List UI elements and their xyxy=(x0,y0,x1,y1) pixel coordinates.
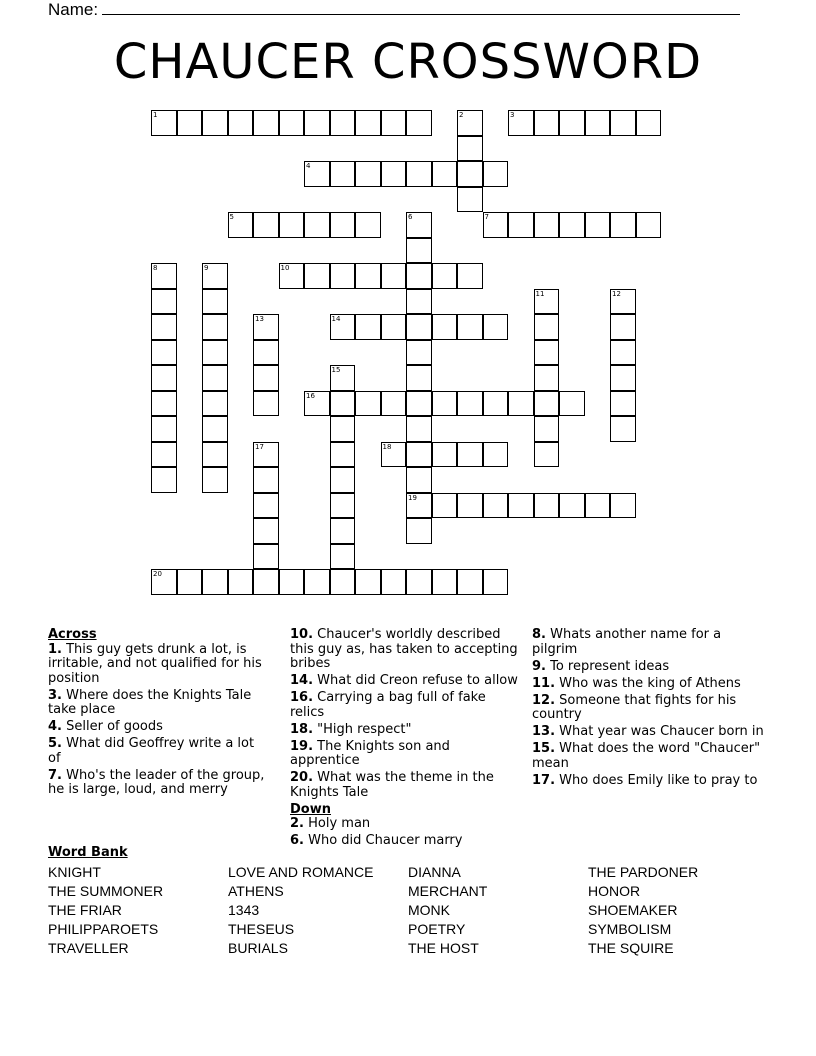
word-bank-word: MONK xyxy=(408,902,450,918)
clue-text: "High respect" xyxy=(313,721,412,737)
grid-cell[interactable] xyxy=(457,442,483,468)
clue-item xyxy=(48,689,270,718)
clue-num: 18. xyxy=(290,721,314,737)
grid-cell[interactable] xyxy=(304,391,330,417)
grid-cell[interactable] xyxy=(253,569,279,595)
grid-cell[interactable] xyxy=(534,110,560,136)
grid-cell[interactable] xyxy=(151,416,177,442)
page-title: CHAUCER CROSSWORD xyxy=(113,34,703,90)
clue-text: Who did Chaucer marry xyxy=(303,833,463,848)
grid-cell[interactable] xyxy=(585,493,611,519)
grid-cell[interactable] xyxy=(381,391,407,417)
grid-cell[interactable] xyxy=(151,110,177,136)
clue-number: 7 xyxy=(484,213,489,221)
grid-cell[interactable] xyxy=(534,314,560,340)
clue-text: Holy man xyxy=(303,816,371,831)
word-bank-word: SHOEMAKER xyxy=(588,902,678,918)
grid-cell[interactable] xyxy=(151,569,177,595)
grid-cell[interactable] xyxy=(355,110,381,136)
clue-num: 7. xyxy=(48,767,62,783)
clue-num: 15. xyxy=(532,741,556,756)
grid-cell[interactable] xyxy=(253,518,279,544)
clue-text: The Knights son and apprentice xyxy=(290,738,450,768)
grid-cell[interactable] xyxy=(406,467,432,493)
grid-cell[interactable] xyxy=(406,569,432,595)
grid-cell[interactable] xyxy=(483,314,509,340)
name-label: Name: xyxy=(48,0,99,19)
clue-num: 8. xyxy=(532,627,546,642)
grid-cell[interactable] xyxy=(177,110,203,136)
grid-cell[interactable] xyxy=(406,289,432,315)
grid-cell[interactable] xyxy=(202,467,228,493)
grid-cell[interactable] xyxy=(534,212,560,238)
grid-cell[interactable] xyxy=(406,365,432,391)
grid-cell[interactable] xyxy=(228,110,254,136)
grid-cell[interactable] xyxy=(483,569,509,595)
word-bank-word: BURIALS xyxy=(228,940,288,956)
clue-number: 12 xyxy=(612,289,621,298)
grid-cell[interactable] xyxy=(253,391,279,417)
grid-cell[interactable] xyxy=(559,110,585,136)
grid-cell[interactable] xyxy=(330,416,356,442)
grid-cell[interactable] xyxy=(253,314,279,340)
grid-cell[interactable] xyxy=(355,263,381,289)
grid-cell[interactable] xyxy=(253,544,279,570)
grid-cell[interactable] xyxy=(253,340,279,366)
clue-number: 11 xyxy=(535,289,545,298)
clue-number: 5 xyxy=(229,213,234,221)
grid-cell[interactable] xyxy=(279,212,305,238)
grid-cell[interactable] xyxy=(610,289,636,315)
word-bank-word: LOVE AND ROMANCE xyxy=(228,864,374,880)
clue-item xyxy=(532,660,764,675)
clue-number: 2 xyxy=(459,111,464,119)
word-bank-column xyxy=(48,863,163,958)
grid-cell[interactable] xyxy=(202,391,228,417)
grid-cell[interactable] xyxy=(406,110,432,136)
clue-text: Where does the Knights Tale take place xyxy=(48,687,252,717)
clue-item xyxy=(48,643,270,687)
grid-cell[interactable] xyxy=(279,110,305,136)
grid-cell[interactable] xyxy=(457,161,483,187)
down-header: Down xyxy=(290,801,331,817)
grid-cell[interactable] xyxy=(610,416,636,442)
grid-cell[interactable] xyxy=(534,416,560,442)
grid-cell[interactable] xyxy=(381,442,407,468)
grid-cell[interactable] xyxy=(228,569,254,595)
clue-num: 12. xyxy=(532,692,556,708)
grid-cell[interactable] xyxy=(151,289,177,315)
clue-num: 10. xyxy=(290,627,314,642)
clue-num: 13. xyxy=(532,724,556,739)
grid-cell[interactable] xyxy=(559,493,585,519)
grid-cell[interactable] xyxy=(585,110,611,136)
grid-cell[interactable] xyxy=(534,442,560,468)
grid-cell[interactable] xyxy=(432,493,458,519)
clue-text: What did Geoffrey write a lot of xyxy=(48,736,255,766)
grid-cell[interactable] xyxy=(457,569,483,595)
grid-cell[interactable] xyxy=(406,340,432,366)
grid-cell[interactable] xyxy=(406,391,432,417)
grid-cell[interactable] xyxy=(406,493,432,519)
clue-num: 14. xyxy=(290,673,314,688)
grid-cell[interactable] xyxy=(534,289,560,315)
clue-item xyxy=(48,720,270,735)
grid-cell[interactable] xyxy=(304,212,330,238)
grid-cell[interactable] xyxy=(202,340,228,366)
grid-cell[interactable] xyxy=(253,365,279,391)
clue-text: Who was the king of Athens xyxy=(555,675,741,691)
grid-cell[interactable] xyxy=(406,416,432,442)
grid-cell[interactable] xyxy=(330,365,356,391)
grid-cell[interactable] xyxy=(202,263,228,289)
grid-cell[interactable] xyxy=(202,442,228,468)
clue-num: 16. xyxy=(290,690,314,705)
grid-cell[interactable] xyxy=(483,442,509,468)
grid-cell[interactable] xyxy=(559,212,585,238)
clue-item xyxy=(48,737,270,766)
clue-number: 9 xyxy=(204,264,209,272)
clue-text: What year was Chaucer born in xyxy=(555,724,764,739)
word-bank-word: THE HOST xyxy=(408,940,479,956)
grid-cell[interactable] xyxy=(610,314,636,340)
grid-cell[interactable] xyxy=(355,569,381,595)
grid-cell[interactable] xyxy=(457,493,483,519)
grid-cell[interactable] xyxy=(585,212,611,238)
clue-number: 10 xyxy=(280,264,290,272)
grid-cell[interactable] xyxy=(202,365,228,391)
grid-cell[interactable] xyxy=(330,442,356,468)
clue-number: 1 xyxy=(153,111,158,119)
word-bank-word: ATHENS xyxy=(228,883,284,899)
clue-text: This guy gets drunk a lot, is irritable, and not qualified for his position xyxy=(48,641,262,686)
word-bank-column xyxy=(588,863,698,958)
grid-cell[interactable] xyxy=(228,212,254,238)
clue-number: 16 xyxy=(306,391,315,400)
word-bank-word: TRAVELLER xyxy=(48,940,129,956)
grid-cell[interactable] xyxy=(559,391,585,417)
grid-cell[interactable] xyxy=(330,544,356,570)
clue-number: 4 xyxy=(306,162,311,170)
word-bank-word: THESEUS xyxy=(228,921,295,937)
grid-cell[interactable] xyxy=(355,212,381,238)
clue-num: 5. xyxy=(48,736,62,751)
grid-cell[interactable] xyxy=(610,365,636,391)
grid-cell[interactable] xyxy=(330,518,356,544)
grid-cell[interactable] xyxy=(381,161,407,187)
word-bank-column xyxy=(228,863,373,958)
word-bank-word: DIANNA xyxy=(408,864,461,880)
clue-number: 8 xyxy=(153,264,158,272)
grid-cell[interactable] xyxy=(457,314,483,340)
clue-item xyxy=(532,742,764,771)
grid-cell[interactable] xyxy=(406,442,432,468)
grid-cell[interactable] xyxy=(330,110,356,136)
clue-number: 17 xyxy=(255,442,264,451)
word-bank-word: KNIGHT xyxy=(48,864,101,880)
clue-num: 19. xyxy=(290,738,314,754)
clue-text: What was the theme in the Knights Tale xyxy=(290,770,494,800)
word-bank-word: PHILIPPAROETS xyxy=(48,921,159,937)
clue-item xyxy=(532,628,764,657)
clue-num: 6. xyxy=(290,833,304,848)
grid-cell[interactable] xyxy=(483,391,509,417)
clues-column-1 xyxy=(48,628,270,800)
grid-cell[interactable] xyxy=(279,569,305,595)
grid-cell[interactable] xyxy=(202,416,228,442)
grid-cell[interactable] xyxy=(151,314,177,340)
clue-item xyxy=(532,774,764,789)
grid-cell[interactable] xyxy=(253,110,279,136)
grid-cell[interactable] xyxy=(330,212,356,238)
grid-cell[interactable] xyxy=(406,263,432,289)
grid-cell[interactable] xyxy=(202,569,228,595)
grid-cell[interactable] xyxy=(406,161,432,187)
clue-num: 17. xyxy=(532,772,556,788)
grid-cell[interactable] xyxy=(151,467,177,493)
grid-cell[interactable] xyxy=(610,340,636,366)
clue-item xyxy=(290,691,518,720)
clue-num: 2. xyxy=(290,816,304,831)
clues-column-2 xyxy=(290,628,518,851)
clue-num: 3. xyxy=(48,687,62,703)
grid-cell[interactable] xyxy=(177,569,203,595)
grid-cell[interactable] xyxy=(432,442,458,468)
grid-cell[interactable] xyxy=(406,314,432,340)
grid-cell[interactable] xyxy=(330,467,356,493)
clue-item xyxy=(290,628,518,672)
grid-cell[interactable] xyxy=(202,110,228,136)
grid-cell[interactable] xyxy=(610,493,636,519)
word-bank-word: SYMBOLISM xyxy=(588,921,672,937)
grid-cell[interactable] xyxy=(636,212,662,238)
grid-cell[interactable] xyxy=(432,263,458,289)
word-bank-column xyxy=(408,863,487,958)
grid-cell[interactable] xyxy=(151,340,177,366)
clue-num: 9. xyxy=(532,658,546,674)
grid-cell[interactable] xyxy=(381,569,407,595)
grid-cell[interactable] xyxy=(432,161,458,187)
clue-item xyxy=(532,725,764,740)
grid-cell[interactable] xyxy=(381,314,407,340)
across-header: Across xyxy=(48,627,97,642)
grid-cell[interactable] xyxy=(202,314,228,340)
clue-number: 6 xyxy=(408,213,413,221)
word-bank-word: MERCHANT xyxy=(408,883,488,899)
word-bank-word: THE PARDONER xyxy=(588,864,699,880)
grid-cell[interactable] xyxy=(330,161,356,187)
grid-cell[interactable] xyxy=(457,263,483,289)
word-bank-word: THE SQUIRE xyxy=(588,940,674,956)
grid-cell[interactable] xyxy=(330,391,356,417)
clue-text: To represent ideas xyxy=(545,658,670,674)
grid-cell[interactable] xyxy=(534,391,560,417)
grid-cell[interactable] xyxy=(304,263,330,289)
clue-text: Someone that fights for his country xyxy=(532,692,737,722)
grid-cell[interactable] xyxy=(253,212,279,238)
clue-text: What did Creon refuse to allow xyxy=(313,673,518,688)
word-bank-word: THE FRIAR xyxy=(48,902,122,918)
grid-cell[interactable] xyxy=(253,442,279,468)
clue-text: What does the word "Chaucer" mean xyxy=(532,741,761,771)
clue-num: 11. xyxy=(532,675,556,691)
grid-cell[interactable] xyxy=(381,110,407,136)
grid-cell[interactable] xyxy=(151,442,177,468)
grid-cell[interactable] xyxy=(432,391,458,417)
grid-cell[interactable] xyxy=(330,263,356,289)
grid-cell[interactable] xyxy=(355,314,381,340)
clue-item xyxy=(290,723,518,738)
grid-cell[interactable] xyxy=(304,110,330,136)
grid-cell[interactable] xyxy=(304,161,330,187)
grid-cell[interactable] xyxy=(406,518,432,544)
grid-cell[interactable] xyxy=(151,391,177,417)
clues-column-3 xyxy=(532,628,764,791)
grid-cell[interactable] xyxy=(457,391,483,417)
clue-text: Who does Emily like to pray to xyxy=(555,772,758,788)
clue-number: 18 xyxy=(382,442,392,451)
grid-cell[interactable] xyxy=(534,340,560,366)
clue-text: Whats another name for a pilgrim xyxy=(532,627,722,657)
clue-num: 20. xyxy=(290,770,314,785)
grid-cell[interactable] xyxy=(151,365,177,391)
grid-cell[interactable] xyxy=(355,161,381,187)
grid-cell[interactable] xyxy=(432,314,458,340)
grid-cell[interactable] xyxy=(534,493,560,519)
grid-cell[interactable] xyxy=(534,365,560,391)
clue-item xyxy=(290,834,518,849)
grid-cell[interactable] xyxy=(406,212,432,238)
grid-cell[interactable] xyxy=(355,391,381,417)
grid-cell[interactable] xyxy=(279,263,305,289)
grid-cell[interactable] xyxy=(508,391,534,417)
clue-number: 20 xyxy=(153,570,162,578)
grid-cell[interactable] xyxy=(457,187,483,213)
grid-cell[interactable] xyxy=(457,110,483,136)
clue-number: 15 xyxy=(331,366,341,374)
grid-cell[interactable] xyxy=(381,263,407,289)
clue-text: Who's the leader of the group, he is large, loud, and merry xyxy=(48,767,265,797)
grid-cell[interactable] xyxy=(457,136,483,162)
clue-item xyxy=(48,769,270,798)
grid-cell[interactable] xyxy=(483,161,509,187)
grid-cell[interactable] xyxy=(483,493,509,519)
clue-number: 3 xyxy=(510,111,515,119)
clue-item xyxy=(532,677,764,692)
word-bank-word: THE SUMMONER xyxy=(48,883,164,899)
clue-item xyxy=(290,740,518,769)
grid-cell[interactable] xyxy=(508,110,534,136)
clue-text: Seller of goods xyxy=(61,719,163,734)
grid-cell[interactable] xyxy=(610,391,636,417)
grid-cell[interactable] xyxy=(636,110,662,136)
grid-cell[interactable] xyxy=(483,212,509,238)
word-bank-word: 1343 xyxy=(228,902,260,918)
clue-item xyxy=(532,694,764,723)
word-bank-word: HONOR xyxy=(588,883,641,899)
clue-num: 4. xyxy=(48,719,62,734)
clue-number: 13 xyxy=(255,315,264,323)
clue-text: Chaucer's worldly described this guy as, has taken to accepting bribes xyxy=(290,627,518,671)
word-bank-header: Word Bank xyxy=(48,845,128,860)
grid-cell[interactable] xyxy=(151,263,177,289)
clue-item xyxy=(290,674,518,689)
clue-num: 1. xyxy=(48,641,62,657)
grid-cell[interactable] xyxy=(610,212,636,238)
grid-cell[interactable] xyxy=(406,238,432,264)
grid-cell[interactable] xyxy=(610,110,636,136)
word-bank-word: POETRY xyxy=(408,921,466,937)
grid-cell[interactable] xyxy=(508,212,534,238)
grid-cell[interactable] xyxy=(508,493,534,519)
grid-cell[interactable] xyxy=(330,314,356,340)
grid-cell[interactable] xyxy=(330,569,356,595)
grid-cell[interactable] xyxy=(253,493,279,519)
clue-item xyxy=(290,771,518,800)
grid-cell[interactable] xyxy=(330,493,356,519)
clue-number: 14 xyxy=(331,315,341,323)
grid-cell[interactable] xyxy=(432,569,458,595)
clue-text: Carrying a bag full of fake relics xyxy=(290,690,486,720)
clue-item xyxy=(290,817,518,832)
clue-number: 19 xyxy=(408,493,417,502)
grid-cell[interactable] xyxy=(202,289,228,315)
grid-cell[interactable] xyxy=(304,569,330,595)
grid-cell[interactable] xyxy=(253,467,279,493)
